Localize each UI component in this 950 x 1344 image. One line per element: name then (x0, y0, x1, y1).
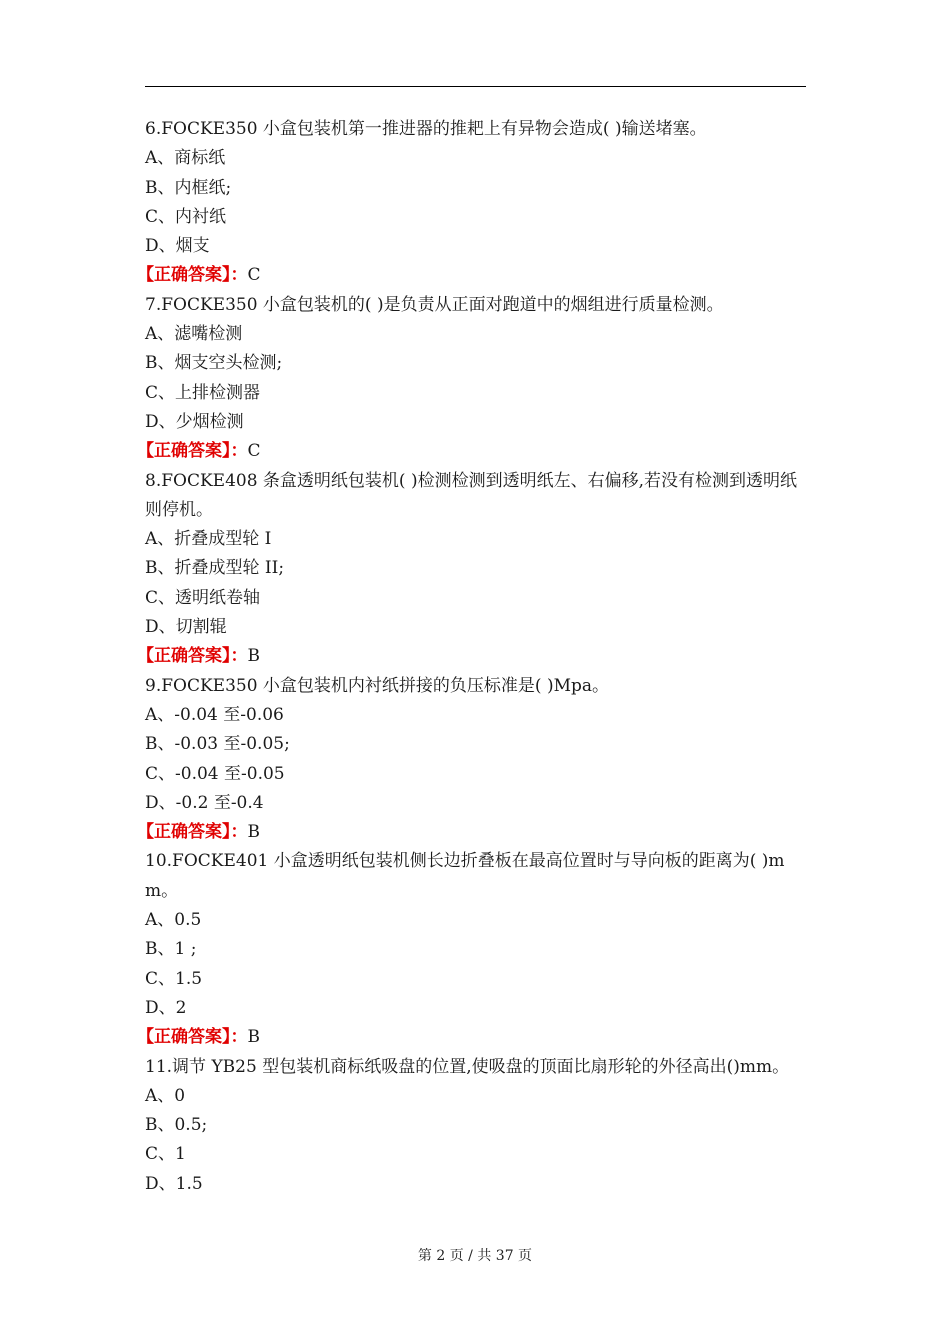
option-b: B、1 ; (145, 939, 197, 960)
option-d: D、2 (145, 997, 187, 1018)
header-rule (145, 86, 806, 87)
option-a: A、商标纸 (145, 148, 226, 169)
option-b: B、内框纸; (145, 177, 232, 198)
option-d: D、切割辊 (145, 617, 227, 638)
answer-line (137, 1023, 810, 1052)
answer-line (137, 818, 810, 847)
answer-value: B (247, 822, 260, 843)
option-d: D、少烟检测 (145, 411, 244, 432)
answer-label: 【正确答案】： (137, 265, 248, 286)
option-a: A、滤嘴检测 (145, 324, 243, 345)
answer-label: 【正确答案】： (137, 441, 248, 462)
option-a: A、-0.04 至-0.06 (145, 704, 284, 725)
answer-label: 【正确答案】： (137, 1027, 248, 1048)
question-stem: 10.FOCKE401 小盒透明纸包装机侧长边折叠板在最高位置时与导向板的距离为( )mm。 (145, 851, 785, 901)
option-c: C、内衬纸 (145, 206, 227, 227)
answer-value: B (247, 1027, 260, 1048)
option-c: C、上排检测器 (145, 382, 261, 403)
option-a: A、0 (145, 1085, 186, 1106)
option-d: D、1.5 (145, 1173, 203, 1194)
option-c: C、-0.04 至-0.05 (145, 763, 285, 784)
answer-label: 【正确答案】： (137, 822, 248, 843)
answer-line (137, 642, 810, 671)
option-d: D、烟支 (145, 236, 210, 257)
option-b: B、烟支空头检测; (145, 353, 283, 374)
question-stem: 8.FOCKE408 条盒透明纸包装机( )检测检测到透明纸左、右偏移,若没有检测到透明纸则停机。 (145, 470, 797, 520)
answer-line (137, 261, 810, 290)
option-d: D、-0.2 至-0.4 (145, 792, 264, 813)
question-stem: 9.FOCKE350 小盒包装机内衬纸拼接的负压标准是( )Mpa。 (145, 675, 610, 696)
answer-line (137, 437, 810, 466)
question-stem: 7.FOCKE350 小盒包装机的( )是负责从正面对跑道中的烟组进行质量检测。 (145, 294, 724, 315)
page-footer: 第 2 页 / 共 37 页 (417, 1248, 533, 1264)
answer-value: B (247, 646, 260, 667)
question-stem: 6.FOCKE350 小盒包装机第一推进器的推耙上有异物会造成( )输送堵塞。 (145, 119, 707, 139)
question-list (137, 115, 810, 1199)
option-c: C、透明纸卷轴 (145, 587, 261, 608)
answer-value: C (247, 265, 261, 286)
answer-value: C (247, 441, 261, 462)
option-c: C、1.5 (145, 968, 203, 989)
option-c: C、1 (145, 1144, 186, 1165)
option-b: B、0.5; (145, 1115, 208, 1136)
answer-label: 【正确答案】： (137, 646, 248, 667)
option-a: A、折叠成型轮 I (145, 529, 272, 550)
question-stem: 11.调节 YB25 型包装机商标纸吸盘的位置,使吸盘的顶面比扇形轮的外径高出()mm。 (145, 1056, 790, 1077)
option-b: B、折叠成型轮 II; (145, 558, 285, 579)
option-b: B、-0.03 至-0.05; (145, 734, 290, 755)
option-a: A、0.5 (145, 910, 202, 931)
